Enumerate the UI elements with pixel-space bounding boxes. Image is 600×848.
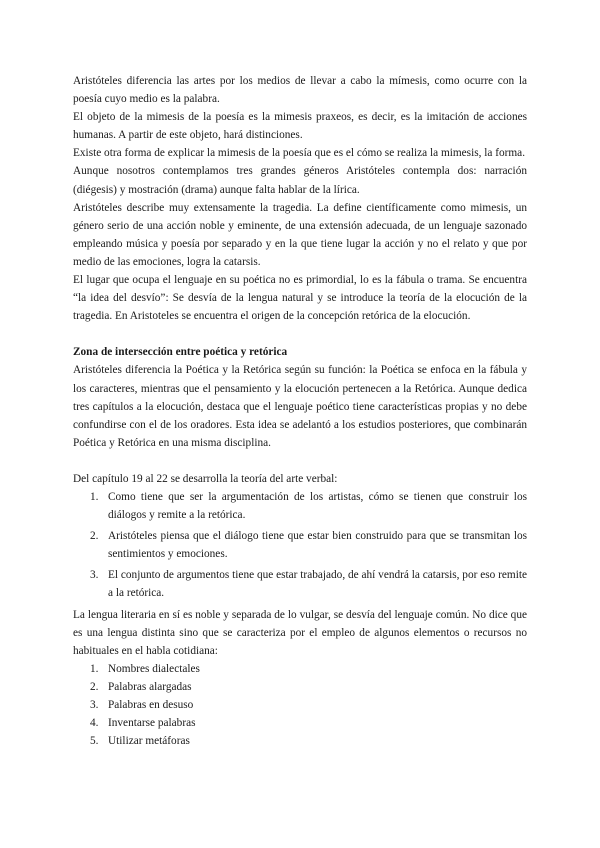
paragraph-generos: Aunque nosotros contemplamos tres grandes géneros Aristóteles contempla dos: narración (diégesis) y mostración (drama) aunque falta hablar de la lírica. [73,165,527,196]
paragraph-tragedia: Aristóteles describe muy extensamente la tragedia. La define científicamente como mimesis, un género serio de una acción noble y eminente, de una extensión adecuada, de un lenguaje sazonado empleando música y poesía por separado y en la que tiene lugar la acción y no el relato y que por medio de las emociones, logra la catarsis. [73,201,527,268]
list-item-text: El conjunto de argumentos tiene que estar trabajado, de ahí vendrá la catarsis, por eso remite a la retórica. [108,569,527,600]
chapters-intro: Del capítulo 19 al 22 se desarrolla la teoría del arte verbal: [73,472,338,485]
list-item-number: 1. [90,490,99,503]
paragraph-lenguaje-desvio: El lugar que ocupa el lenguaje en su poética no es primordial, lo es la fábula o trama. Se encuentra “la idea del desvío”: Se desvía de la lengua natural y se introduce la teoría de la elocución de la tragedia. En Aristoteles se encuentra el origen de la concepción retórica de la elocución. [73,274,527,323]
list-item-text: Palabras alargadas [108,680,192,693]
list-item-text: Utilizar metáforas [108,735,190,748]
list-item-number: 3. [90,699,99,711]
list-item-text: Inventarse palabras [108,717,196,730]
list-item [73,678,527,696]
list-item-number: 5. [90,735,99,748]
list-item-number: 2. [90,530,99,543]
list-item-text: Palabras en desuso [108,699,194,711]
resource-list [73,660,527,750]
paragraph-forma-mimesis: Existe otra forma de explicar la mimesis de la poesía que es el cómo se realiza la mimesis, la forma. [73,147,526,160]
list-item-text: Aristóteles piensa que el diálogo tiene que estar bien construido para que se transmitan los sentimientos y emociones. [108,530,527,561]
chapter-list [73,488,527,603]
list-item [73,488,527,524]
list-item [73,660,527,678]
list-item [73,732,527,750]
list-item-number: 2. [90,680,99,693]
list-item [73,566,527,602]
section-heading: Zona de intersección entre poética y retórica [73,346,288,359]
list-item-text: Nombres dialectales [108,662,200,675]
list-item [73,714,527,732]
list-item-text: Como tiene que ser la argumentación de los artistas, cómo se tienen que construir los diálogos y remite a la retórica. [108,490,527,522]
paragraph-objeto-mimesis: El objeto de la mimesis de la poesía es la mimesis praxeos, es decir, es la imitación de acciones humanas. A partir de este objeto, hará distinciones. [73,111,527,142]
list-item-number: 1. [90,662,99,675]
paragraph-lengua-literaria: La lengua literaria en sí es noble y separada de lo vulgar, se desvía del lenguaje común. No dice que es una lengua distinta sino que se caracteriza por el empleo de algunos elementos o recursos no habituales en el habla cotidiana: [73,608,527,657]
list-item-number: 3. [90,569,99,582]
paragraph-artes-medios: Aristóteles diferencia las artes por los medios de llevar a cabo la mímesis, como ocurre con la poesía cuyo medio es la palabra. [73,75,527,106]
list-item [73,527,527,563]
list-item-number: 4. [90,717,99,730]
list-item [73,696,527,714]
section-body: Aristóteles diferencia la Poética y la Retórica según su función: la Poética se enfoca en la fábula y los caracteres, mientras que el pensamiento y la elocución pertenecen a la Retórica. Aunque dedica tres capítulos a la elocución, destaca que el lenguaje poético tiene características propias y no debe confundirse con el de los oradores. Esta idea se adelantó a los estudios posteriores, que combinarán Poética y Retórica en una misma disciplina. [73,364,527,449]
